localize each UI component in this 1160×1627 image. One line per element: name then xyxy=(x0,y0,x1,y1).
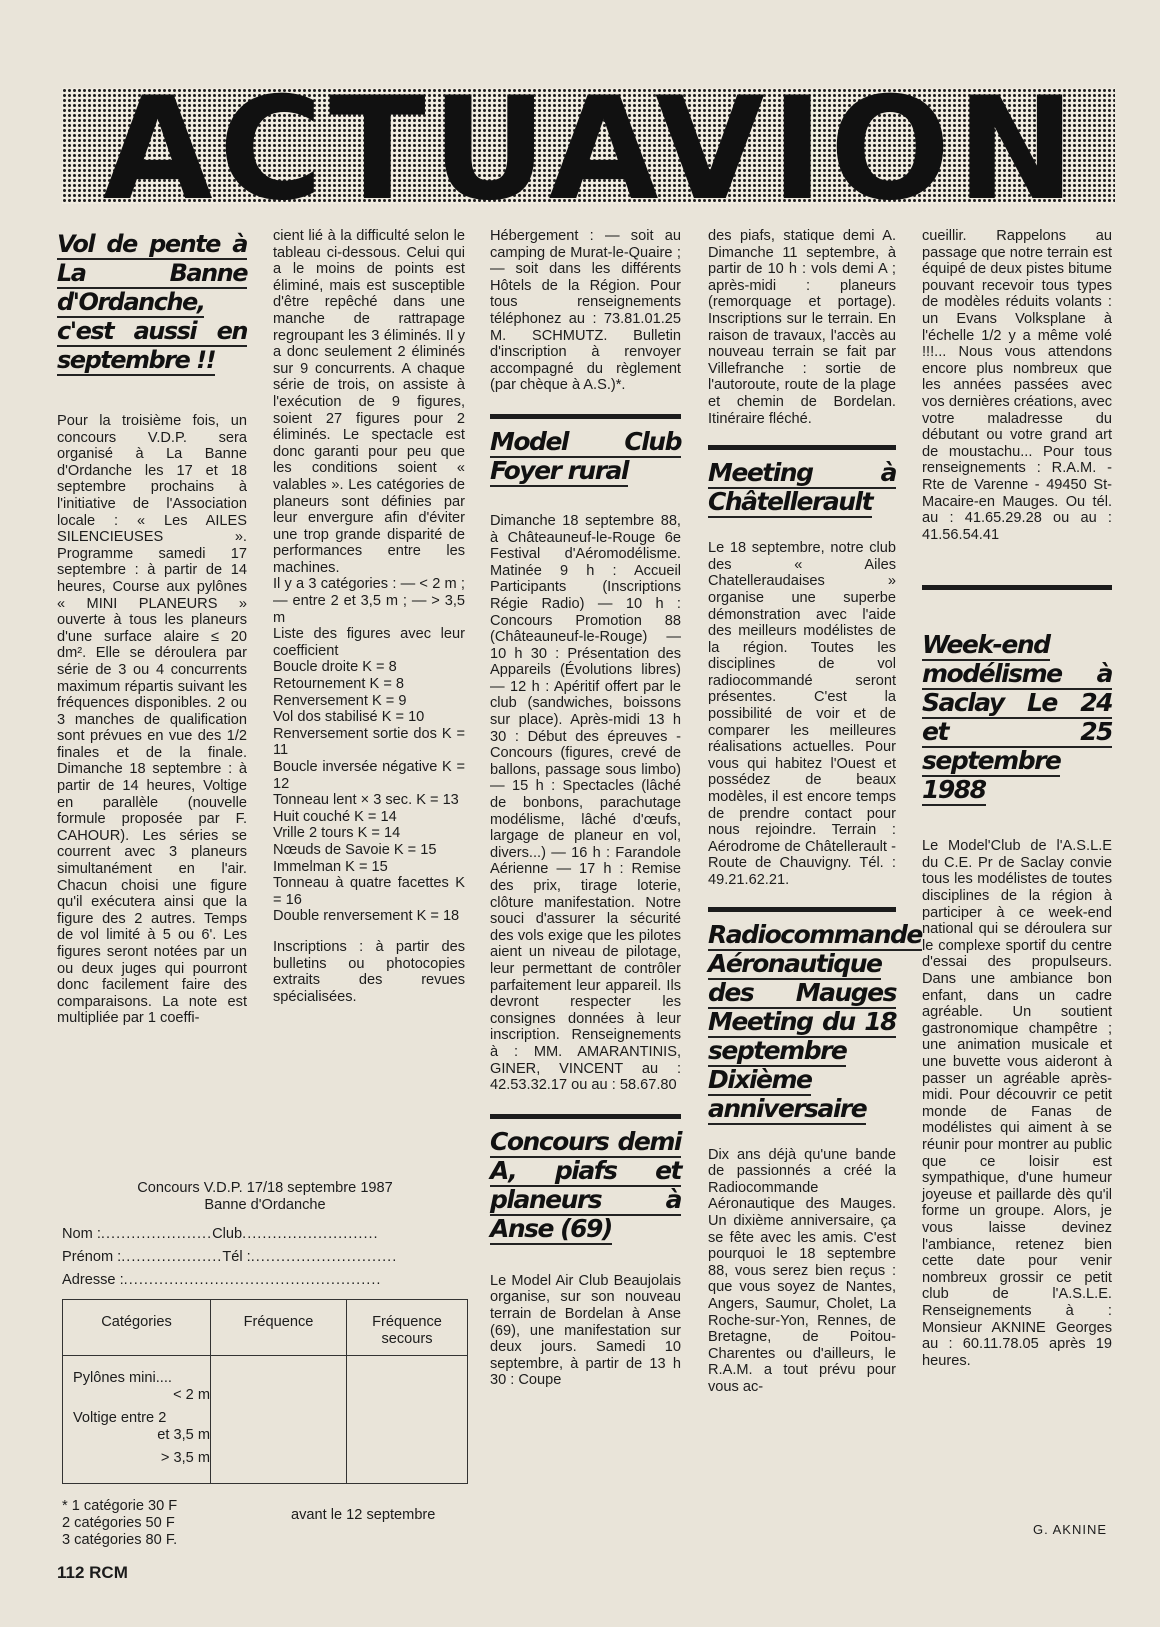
row-voltige-size: et 3,5 m xyxy=(157,1427,210,1443)
figure-item: Double renversement K = 18 xyxy=(273,908,460,925)
figure-item: Renversement K = 9 xyxy=(273,692,407,709)
row-pylones-size: < 2 m xyxy=(173,1387,210,1403)
figures-intro: Liste des figures avec leur coefficient xyxy=(273,626,465,659)
club-label: Club xyxy=(212,1226,243,1242)
column-2 xyxy=(273,228,465,1005)
row-pylones: Pylônes mini.... xyxy=(73,1370,172,1386)
article-title-vol-de-pente: Vol de pente à La Banne d'Ordanche, c'est aussi en septembre !! xyxy=(57,230,247,374)
section-rule xyxy=(708,907,896,912)
article-body-model-club: Dimanche 18 septembre 88, à Châteauneuf-le-Rouge 6e Festival d'Aéromodélisme. Matinée 9 h : Accueil Participants (Inscriptions Régie Radio) — 10 h : Concours Promotion 88 (Châteauneuf-le-Rouge) — 10 h 30 : Présentation des Appareils (Évolutions libres) — 12 h : Apéritif offert par le club (sandwiches, boissons sur place). Après-midi 13 h 30 : Début des épreuves - Concours (figures, crevé de ballons, passage sous limbo) — 15 h : Spectacles (lâché de bonbons, parachutage modélisme, lâché d'œufs, largage de planeur en vol, divers...) — 16 h : Farandole Aérienne — 17 h : Remise des prix, tirage loterie, clôture manifestation. Notre souci d'assurer la sécurité des vols exige que les pilotes aient un niveau de pilotage, leur permettant de contrôler parfaitement leur appareil. Ils devront respecter les consignes données à leur inscription. Renseignements à : MM. AMARANTINIS, GINER, VINCENT au : 42.53.32.17 ou au : 58.67.80 xyxy=(490,512,681,1094)
article-body-saclay: Le Model'Club de l'A.S.L.E du C.E. Pr de Saclay convie tous les modélistes de toutes disciplines de la région à participer à ce week-end national qui se déroulera sur le complexe sportif du centre d'essai des propulseurs. Dans une ambiance bon enfant, dans un cadre agréable. Un soutient gastronomique champêtre ; une animation musicale et une buvette vous aideront à passer un agréable après-midi. Pour découvrir ce petit monde de Fanas de modélistes qui aiment à se réunir pour montrer au public que ce loisir est sympathique, d'une humeur joyeuse et paillarde dès qu'il forme un groupe. Alors, je vous laisse devinez l'ambiance, retenez bien cette date pour venir nombreux grossir ce petit club de l'A.S.L.E. Renseignements à : Monsieur AKNINE Georges au : 60.11.78.05 après 19 heures. xyxy=(922,838,1112,1369)
price-line: * 1 catégorie 30 F xyxy=(62,1498,178,1514)
article-title-chatellerault: Meeting à Châtellerault xyxy=(708,458,896,517)
figures-list xyxy=(273,659,465,925)
form-subheading: Banne d'Ordanche xyxy=(204,1197,326,1213)
form-line-prenom[interactable]: Prénom : .................... Tél : ............................. xyxy=(62,1249,398,1265)
article-title-saclay: Week-end modélisme à Saclay Le 24 et 25 septembre 1988 xyxy=(922,630,1112,805)
figure-item: Tonneau lent × 3 sec. K = 13 xyxy=(273,792,459,809)
categories-text: Il y a 3 catégories : — < 2 m ; — entre 2 et 3,5 m ; — > 3,5 m xyxy=(273,576,465,626)
frequence-input[interactable] xyxy=(211,1356,347,1484)
form-line-adresse[interactable]: Adresse : ................................................... xyxy=(62,1272,382,1288)
column-4 xyxy=(708,228,922,1396)
frequence-secours-input[interactable] xyxy=(347,1356,468,1484)
header-categories: Catégories xyxy=(63,1300,211,1356)
frequency-table xyxy=(62,1299,468,1484)
actuavion-banner: ACTUAVION xyxy=(62,88,1115,204)
figure-item: Huit couché K = 14 xyxy=(273,808,397,825)
form-heading: Concours V.D.P. 17/18 septembre 1987 xyxy=(137,1180,393,1196)
section-rule xyxy=(708,445,896,450)
article-title-mauges: Radiocommande Aéronautique des Mauges Meeting du 18 septembre Dixième anniversaire xyxy=(708,919,922,1123)
price-line: 2 catégories 50 F xyxy=(62,1515,175,1531)
categories-cell xyxy=(63,1356,211,1484)
inscriptions-text: Inscriptions : à partir des bulletins ou photocopies extraits des revues spécialisées. xyxy=(273,938,465,1005)
section-rule xyxy=(490,414,681,419)
article-body-mauges: Dix ans déjà qu'une bande de passionnés a créé la Radiocommande Aéronautique des Mauges. Un dixième anniversaire, ça se fête avec les amis. C'est pourquoi le 18 septembre 88, vous serez bien reçus : que vous soyez de Nantes, Angers, Saumur, Cholet, La Roche-sur-Yon, Rennes, de Bretagne, de Poitou-Charentes ou d'ailleurs, le R.A.M. a tout prévu pour vous ac- xyxy=(708,1146,896,1395)
figure-item: Immelman K = 15 xyxy=(273,858,388,875)
figure-item: Vol dos stabilisé K = 10 xyxy=(273,709,425,726)
adresse-label: Adresse : xyxy=(62,1272,124,1288)
header-frequence: Fréquence xyxy=(211,1300,347,1356)
tel-label: Tél : xyxy=(222,1249,251,1265)
deadline-text: avant le 12 septembre xyxy=(291,1507,436,1523)
row-voltige: Voltige entre 2 xyxy=(73,1410,167,1426)
section-rule xyxy=(490,1114,681,1119)
article-title-concours-anse: Concours demi A, piafs et planeurs à Anse (69) xyxy=(490,1126,681,1243)
section-rule xyxy=(922,585,1112,590)
figure-item: Boucle inversée négative K = 12 xyxy=(273,759,465,792)
figure-item: Renversement sortie dos K = 11 xyxy=(273,725,465,759)
prenom-label: Prénom : xyxy=(62,1249,122,1265)
form-line-nom[interactable]: Nom : ...................... Club ........................... xyxy=(62,1226,379,1242)
figure-item: Nœuds de Savoie K = 15 xyxy=(273,841,437,858)
mauges-continued: cueillir. Rappelons au passage que notre terrain est équipé de deux pistes bitume pouvant recevoir tous types de modèles réduits volants : un Evans Volksplane à l'échelle 1/2 y a même volé !!!... Nous vous attendons encore plus nombreux que les années passées avec vos dernières créations, avec votre maladresse du débutant ou votre grand art de moustachu... Pour tous renseignements : R.A.M. - Rte de Varenne - 49450 St-Macaire-en Mauges. Ou tél. au : 41.65.29.28 ou au : 41.56.54.41 xyxy=(922,228,1112,543)
article-body-concours-anse: Le Model Air Club Beaujolais organise, sur son nouveau terrain de Bordelan à Anse (69), une manifestation sur deux jours. Samedi 10 septembre, à partir de 13 h 30 : Coupe xyxy=(490,1272,681,1389)
figure-item: Retournement K = 8 xyxy=(273,676,405,693)
anse-continued: des piafs, statique demi A. Dimanche 11 septembre, à partir de 10 h : vols demi A ; après-midi : planeurs (remorquage et portage). Inscriptions sur le terrain. En raison de travaux, l'accès au nouveau terrain se fait par Villefranche : sortie de l'autoroute, route de la plage et chemin de Bordelan. Itinéraire fléché. xyxy=(708,228,896,427)
column-1 xyxy=(57,230,247,1027)
nom-label: Nom : xyxy=(62,1226,101,1242)
article-title-model-club: Model Club Foyer rural xyxy=(490,426,681,485)
column-5 xyxy=(922,228,1112,1369)
figure-item: Boucle droite K = 8 xyxy=(273,659,397,676)
hebergement-text: Hébergement : — soit au camping de Murat-le-Quaire ; — soit dans les différents Hôtels de la Région. Pour tous renseignements téléphonez au : 73.81.01.25 M. SCHMUTZ. Bulletin d'inscription à renvoyer accompagné du règlement (par chèque à A.S.)*. xyxy=(490,228,681,394)
row-large-size: > 3,5 m xyxy=(160,1450,210,1466)
figure-item: Tonneau à quatre facettes K = 16 xyxy=(273,875,465,908)
page-footer: 112 RCM xyxy=(57,1563,128,1582)
article-body-vol-de-pente: Pour la troisième fois, un concours V.D.P. sera organisé à La Banne d'Ordanche les 17 et 18 septembre prochains à l'initiative de l'Association locale : « Les AILES SILENCIEUSES ». Programme samedi 17 septembre : à partir de 14 heures, Course aux pylônes « MINI PLANEURS » ouverte à tous les planeurs d'une surface alaire ≤ 20 dm². Elle se déroulera par série de 3 ou 4 concurrents maximum répartis suivant les fréquences disponibles. 2 ou 3 manches de qualification sont prévues en vue des 1/2 finales et de la finale. Dimanche 18 septembre : à partir de 14 heures, Voltige en parallèle (nouvelle formule proposée par F. CAHOUR). Les séries se courrent avec 3 planeurs simultanément en l'air. Chacun choisi une figure qu'il exécutera ainsi que la figure des 2 autres. Temps de vol limité à 5 ou 6'. Les figures seront notées par un ou deux juges qui pourront donc facilement faire des comparaisons. La note est multipliée par 1 coeffi- xyxy=(57,413,247,1027)
header-frequence-secours: Fréquence secours xyxy=(347,1300,468,1356)
figure-item: Vrille 2 tours K = 14 xyxy=(273,825,401,842)
column-3 xyxy=(490,228,681,1389)
price-list xyxy=(62,1498,468,1549)
entry-form xyxy=(62,1180,468,1549)
article-body-continued: cient lié à la difficulté selon le tableau ci-dessous. Celui qui a le moins de points est éliminé, mais est susceptible d'être repêché dans une manche de rattrapage regroupant les 3 éliminés. Il y a donc seulement 2 éliminés sur 9 concurrents. A chaque série de trois, on assiste à l'exécution de 9 figures, soient 27 figures pour 2 éliminés. Le spectacle est donc garanti pour peu que les conditions soient « valables ». Les catégories de planeurs sont définies par leur envergure afin d'éviter une trop grande disparité de performances entre les machines. xyxy=(273,228,465,576)
price-line: 3 catégories 80 F. xyxy=(62,1532,178,1548)
article-body-chatellerault: Le 18 septembre, notre club des « Ailes Chatelleraudaises » organise une superbe démonstration avec l'aide des meilleurs modélistes de la région. Toutes les disciplines de vol radiocommandé seront présentes. C'est la possibilité de voir et de comparer les meilleures réalisations actuelles. Pour vous qui habitez l'Ouest et possédez de beaux modèles, il est encore temps de prendre contact pour nous rejoindre. Terrain : Aérodrome de Châtellerault - Route de Chauvigny. Tél. : 49.21.62.21. xyxy=(708,540,896,888)
author-signature: G. AKNINE xyxy=(1033,1522,1108,1537)
